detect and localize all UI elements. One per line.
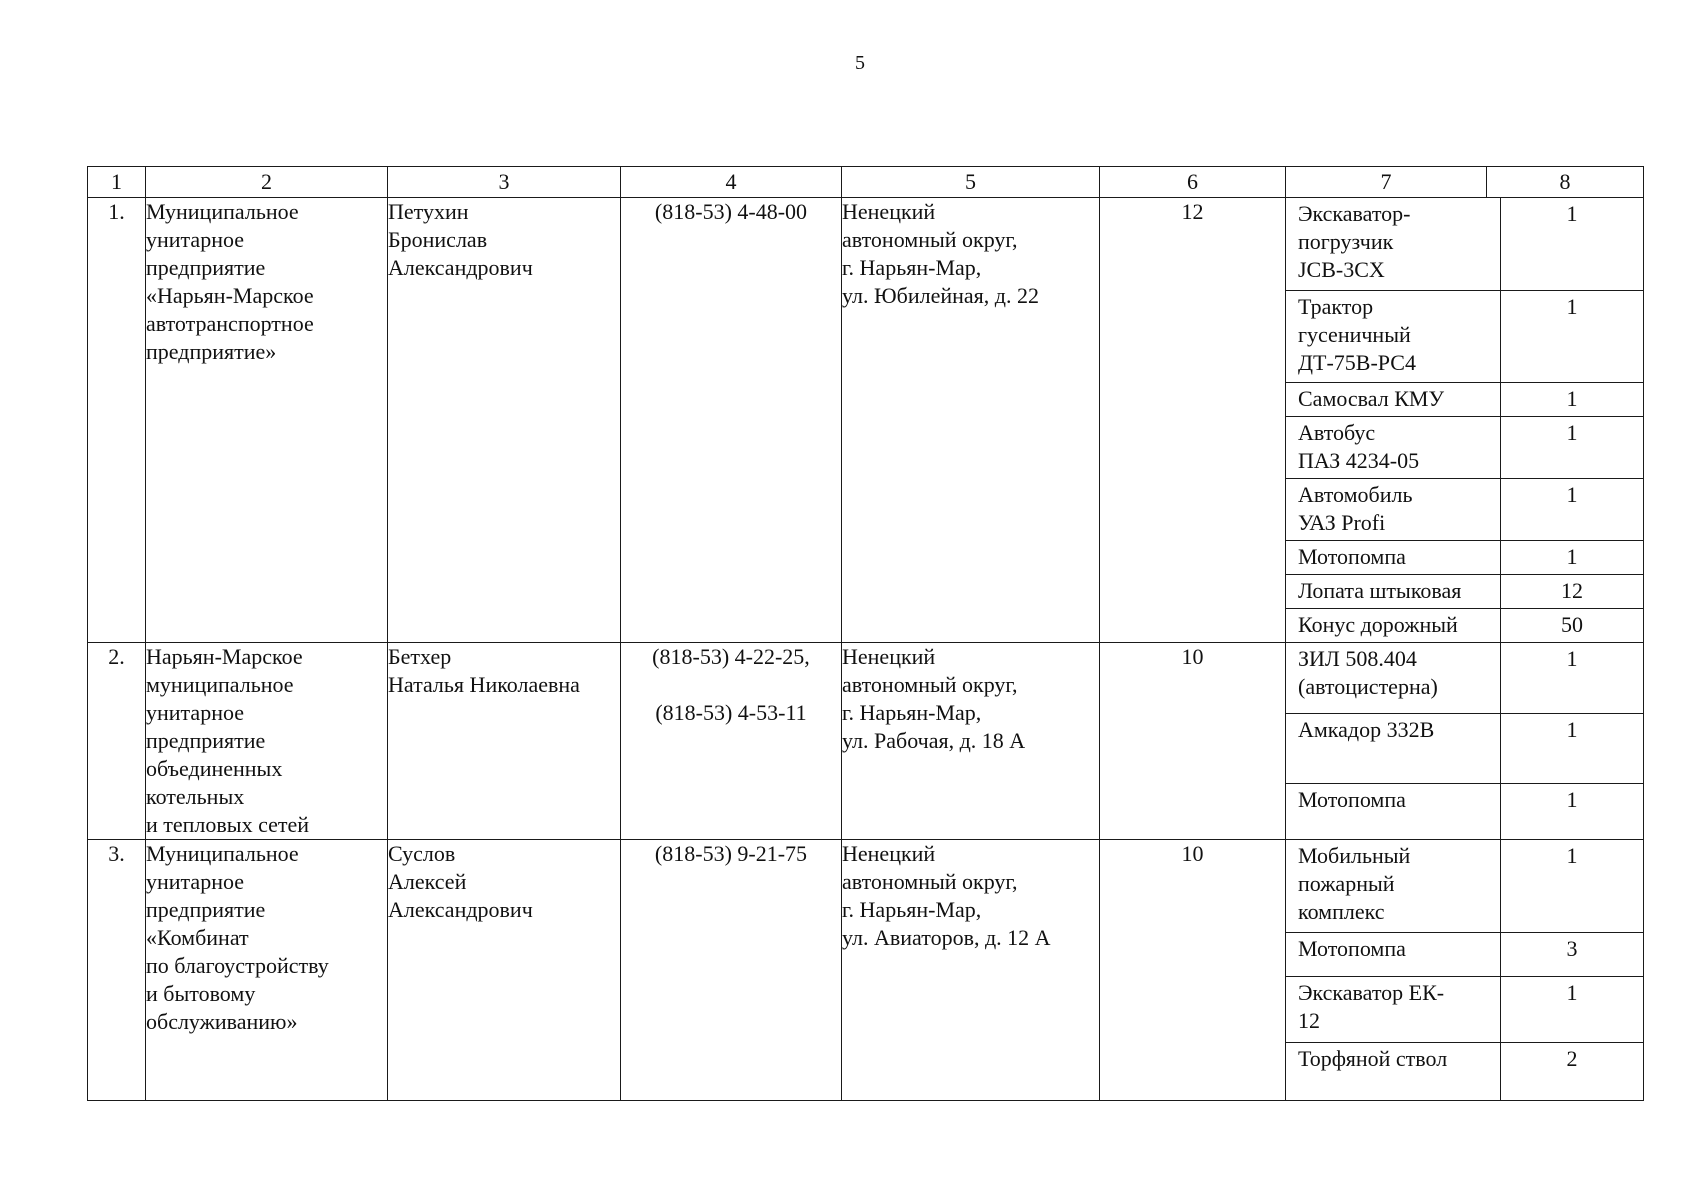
head-name: Бетхер Наталья Николаевна — [388, 643, 621, 840]
equipment-name: Мотопомпа — [1286, 783, 1501, 839]
equipment-item — [1286, 290, 1643, 382]
head-name: Петухин Бронислав Александрович — [388, 198, 621, 643]
phone-number: (818-53) 4-53-11 — [655, 700, 807, 725]
equipment-item — [1286, 932, 1643, 976]
equipment-item — [1286, 643, 1643, 713]
equipment-item — [1286, 382, 1643, 416]
equipment-quantity: 1 — [1501, 382, 1644, 416]
equipment-item — [1286, 416, 1643, 478]
equipment-item — [1286, 198, 1643, 290]
equipment-quantity: 2 — [1566, 1045, 1578, 1071]
equipment-name: Трактор гусеничный ДТ-75В-РС4 — [1286, 290, 1501, 382]
equipment-item — [1286, 1042, 1643, 1100]
equipment-name: Лопата штыковая — [1286, 574, 1501, 608]
equipment-quantity: 1 — [1501, 643, 1644, 713]
table-row — [88, 643, 1644, 840]
equipment-quantity: 1 — [1501, 290, 1644, 382]
column-header: 2 — [146, 167, 388, 198]
equipment-list — [1286, 643, 1643, 839]
equipment-quantity: 50 — [1561, 611, 1583, 637]
equipment-name: Мобильный пожарный комплекс — [1286, 840, 1501, 932]
staff-count: 10 — [1100, 840, 1286, 1101]
equipment-name: Экскаватор- погрузчик JCB-3CX — [1286, 198, 1501, 290]
equipment-cell — [1286, 198, 1644, 643]
equipment-quantity: 1 — [1566, 786, 1578, 812]
equipment-name: Мотопомпа — [1286, 932, 1501, 976]
column-header: 1 — [88, 167, 146, 198]
equipment-cell — [1286, 840, 1644, 1101]
equipment-quantity: 1 — [1501, 478, 1644, 540]
head-name: Суслов Алексей Александрович — [388, 840, 621, 1101]
equipment-cell — [1286, 643, 1644, 840]
row-number: 3. — [88, 840, 146, 1101]
row-number: 1. — [88, 198, 146, 643]
equipment-name: Экскаватор ЕК- 12 — [1286, 976, 1501, 1042]
equipment-name: Амкадор 332В — [1286, 713, 1501, 783]
equipment-name: ЗИЛ 508.404 (автоцистерна) — [1286, 643, 1501, 713]
phone-number: (818-53) 4-22-25, — [652, 644, 810, 669]
address: Ненецкий автономный округ, г. Нарьян-Мар, ул. Рабочая, д. 18 А — [842, 643, 1100, 840]
staff-count: 10 — [1100, 643, 1286, 840]
equipment-quantity: 1 — [1501, 540, 1644, 574]
equipment-item — [1286, 783, 1643, 839]
address: Ненецкий автономный округ, г. Нарьян-Мар, ул. Юбилейная, д. 22 — [842, 198, 1100, 643]
organization-name: Муниципальное унитарное предприятие «Нарьян-Марское автотранспортное предприятие» — [146, 198, 388, 643]
equipment-quantity: 1 — [1501, 416, 1644, 478]
equipment-item — [1286, 574, 1643, 608]
equipment-name: Самосвал КМУ — [1286, 382, 1501, 416]
equipment-quantity: 12 — [1501, 574, 1644, 608]
equipment-item — [1286, 540, 1643, 574]
equipment-quantity: 1 — [1501, 198, 1644, 290]
equipment-list — [1286, 198, 1643, 642]
equipment-name: Автобус ПАЗ 4234-05 — [1286, 416, 1501, 478]
equipment-name: Конус дорожный — [1286, 608, 1501, 642]
equipment-name: Автомобиль УАЗ Profi — [1286, 478, 1501, 540]
equipment-item — [1286, 713, 1643, 783]
resources-table — [87, 166, 1644, 1101]
equipment-item — [1286, 976, 1643, 1042]
organization-name: Нарьян-Марское муниципальное унитарное предприятие объединенных котельных и тепловых сетей — [146, 643, 388, 840]
phone-number: (818-53) 4-48-00 — [654, 199, 808, 224]
column-header: 5 — [842, 167, 1100, 198]
phone-number: (818-53) 9-21-75 — [654, 841, 808, 866]
equipment-quantity: 1 — [1501, 713, 1644, 783]
equipment-item — [1286, 608, 1643, 642]
phone-cell — [621, 840, 842, 1101]
equipment-quantity: 1 — [1501, 976, 1644, 1042]
column-header: 7 — [1286, 167, 1487, 197]
equipment-name: Мотопомпа — [1286, 540, 1501, 574]
equipment-quantity: 1 — [1501, 840, 1644, 932]
table-body — [88, 198, 1644, 1101]
phone-cell — [621, 643, 842, 840]
row-number: 2. — [88, 643, 146, 840]
page-number: 5 — [855, 52, 865, 74]
staff-count: 12 — [1100, 198, 1286, 643]
organization-name: Муниципальное унитарное предприятие «Комбинат по благоустройству и бытовому обслуживанию» — [146, 840, 388, 1101]
equipment-quantity: 3 — [1501, 932, 1644, 976]
column-header: 3 — [388, 167, 621, 198]
equipment-name: Торфяной ствол — [1286, 1042, 1501, 1100]
column-header-7-8 — [1286, 167, 1644, 198]
equipment-list — [1286, 840, 1643, 1100]
column-header: 6 — [1100, 167, 1286, 198]
header-row — [88, 167, 1644, 198]
phone-cell — [621, 198, 842, 643]
equipment-item — [1286, 840, 1643, 932]
table-row — [88, 840, 1644, 1101]
equipment-item — [1286, 478, 1643, 540]
column-header: 4 — [621, 167, 842, 198]
address: Ненецкий автономный округ, г. Нарьян-Мар, ул. Авиаторов, д. 12 А — [842, 840, 1100, 1101]
table-row — [88, 198, 1644, 643]
column-header: 8 — [1559, 169, 1571, 194]
